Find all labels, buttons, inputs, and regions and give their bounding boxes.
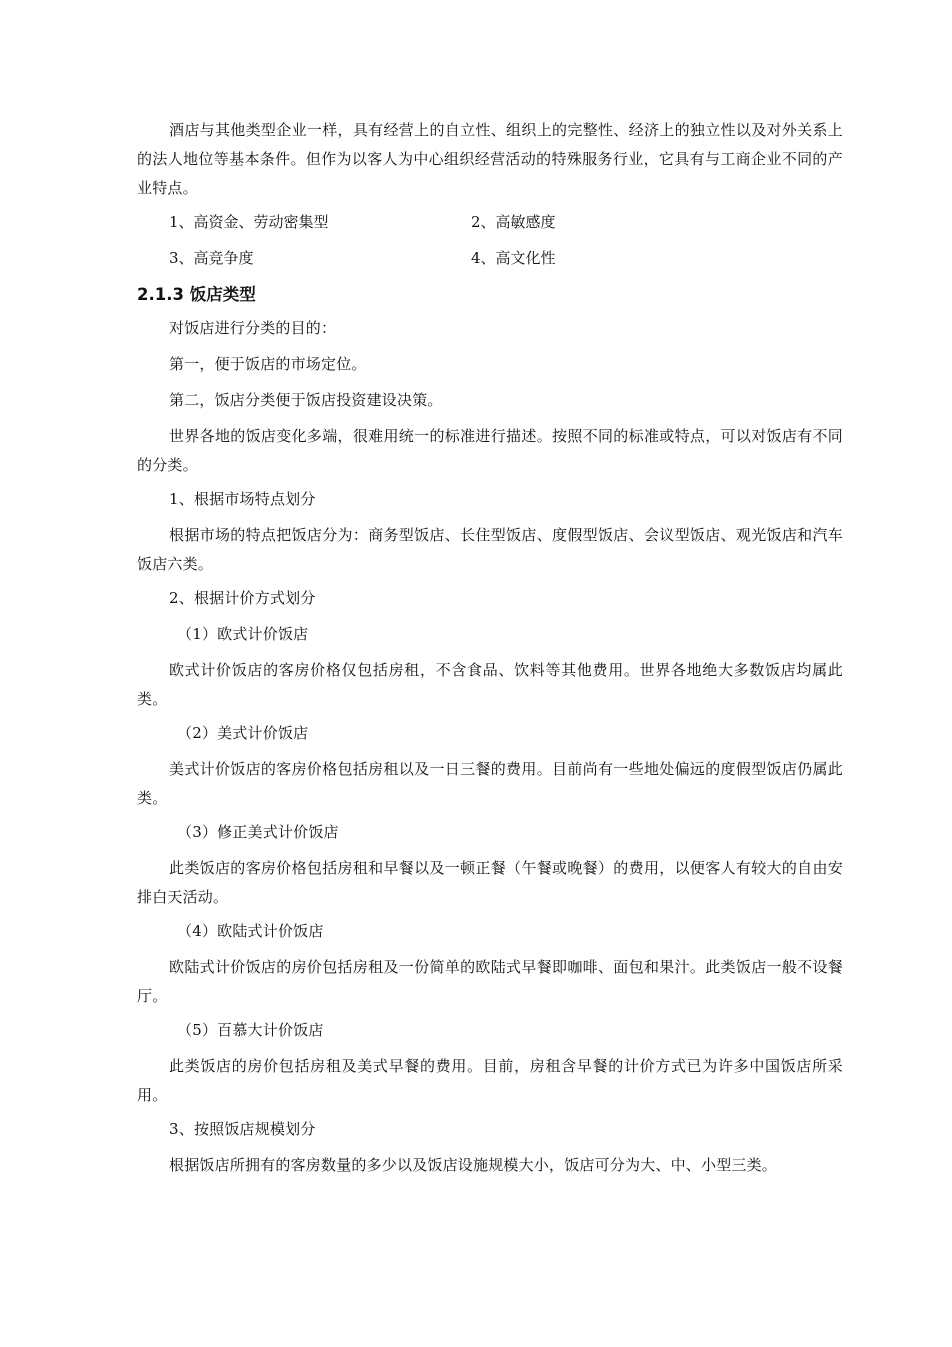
- purpose-item-2: 第二，饭店分类便于饭店投资建设决策。: [169, 391, 443, 409]
- pricing-item-title: （2）美式计价饭店: [177, 724, 309, 742]
- overview-paragraph: 世界各地的饭店变化多端，很难用统一的标准进行描述。按照不同的标准或特点，可以对饭店有不同的分类。: [137, 427, 843, 474]
- purpose-item-1: 第一，便于饭店的市场定位。: [169, 355, 367, 373]
- pricing-item-title: （1）欧式计价饭店: [177, 625, 309, 643]
- market-body: 根据市场的特点把饭店分为：商务型饭店、长住型饭店、度假型饭店、会议型饭店、观光饭店和汽车饭店六类。: [137, 526, 843, 573]
- pricing-item-body: 欧陆式计价饭店的房价包括房租及一份简单的欧陆式早餐即咖啡、面包和果汁。此类饭店一般不设餐厅。: [137, 958, 843, 1005]
- purpose-intro: 对饭店进行分类的目的：: [169, 319, 337, 337]
- pricing-title: 2、根据计价方式划分: [169, 589, 316, 607]
- feature-item: 4、高文化性: [471, 249, 556, 267]
- feature-item: 3、高竞争度: [169, 249, 254, 267]
- pricing-item-body: 此类饭店的房价包括房租及美式早餐的费用。目前，房租含早餐的计价方式已为许多中国饭店所采用。: [137, 1057, 843, 1104]
- pricing-item-title: （5）百慕大计价饭店: [177, 1021, 324, 1039]
- pricing-item-body: 美式计价饭店的客房价格包括房租以及一日三餐的费用。目前尚有一些地处偏远的度假型饭店仍属此类。: [137, 760, 843, 807]
- section-heading: 2.1.3 饭店类型: [137, 285, 256, 304]
- feature-item: 2、高敏感度: [471, 213, 556, 231]
- page-content: [137, 116, 843, 1185]
- feature-item: 1、高资金、劳动密集型: [169, 213, 329, 231]
- feature-row-2: [137, 244, 843, 273]
- pricing-item-body: 此类饭店的客房价格包括房租和早餐以及一顿正餐（午餐或晚餐）的费用，以便客人有较大的自由安排白天活动。: [137, 859, 843, 906]
- intro-paragraph: 酒店与其他类型企业一样，具有经营上的自立性、组织上的完整性、经济上的独立性以及对外关系上的法人地位等基本条件。但作为以客人为中心组织经营活动的特殊服务行业，它具有与工商企业不同的产业特点。: [137, 121, 843, 197]
- pricing-item-title: （3）修正美式计价饭店: [177, 823, 339, 841]
- pricing-item-body: 欧式计价饭店的客房价格仅包括房租，不含食品、饮料等其他费用。世界各地绝大多数饭店均属此类。: [137, 661, 843, 708]
- pricing-item-title: （4）欧陆式计价饭店: [177, 922, 324, 940]
- scale-title: 3、按照饭店规模划分: [169, 1120, 316, 1138]
- market-title: 1、根据市场特点划分: [169, 490, 316, 508]
- scale-body: 根据饭店所拥有的客房数量的多少以及饭店设施规模大小，饭店可分为大、中、小型三类。: [169, 1156, 778, 1174]
- feature-row-1: [137, 208, 843, 237]
